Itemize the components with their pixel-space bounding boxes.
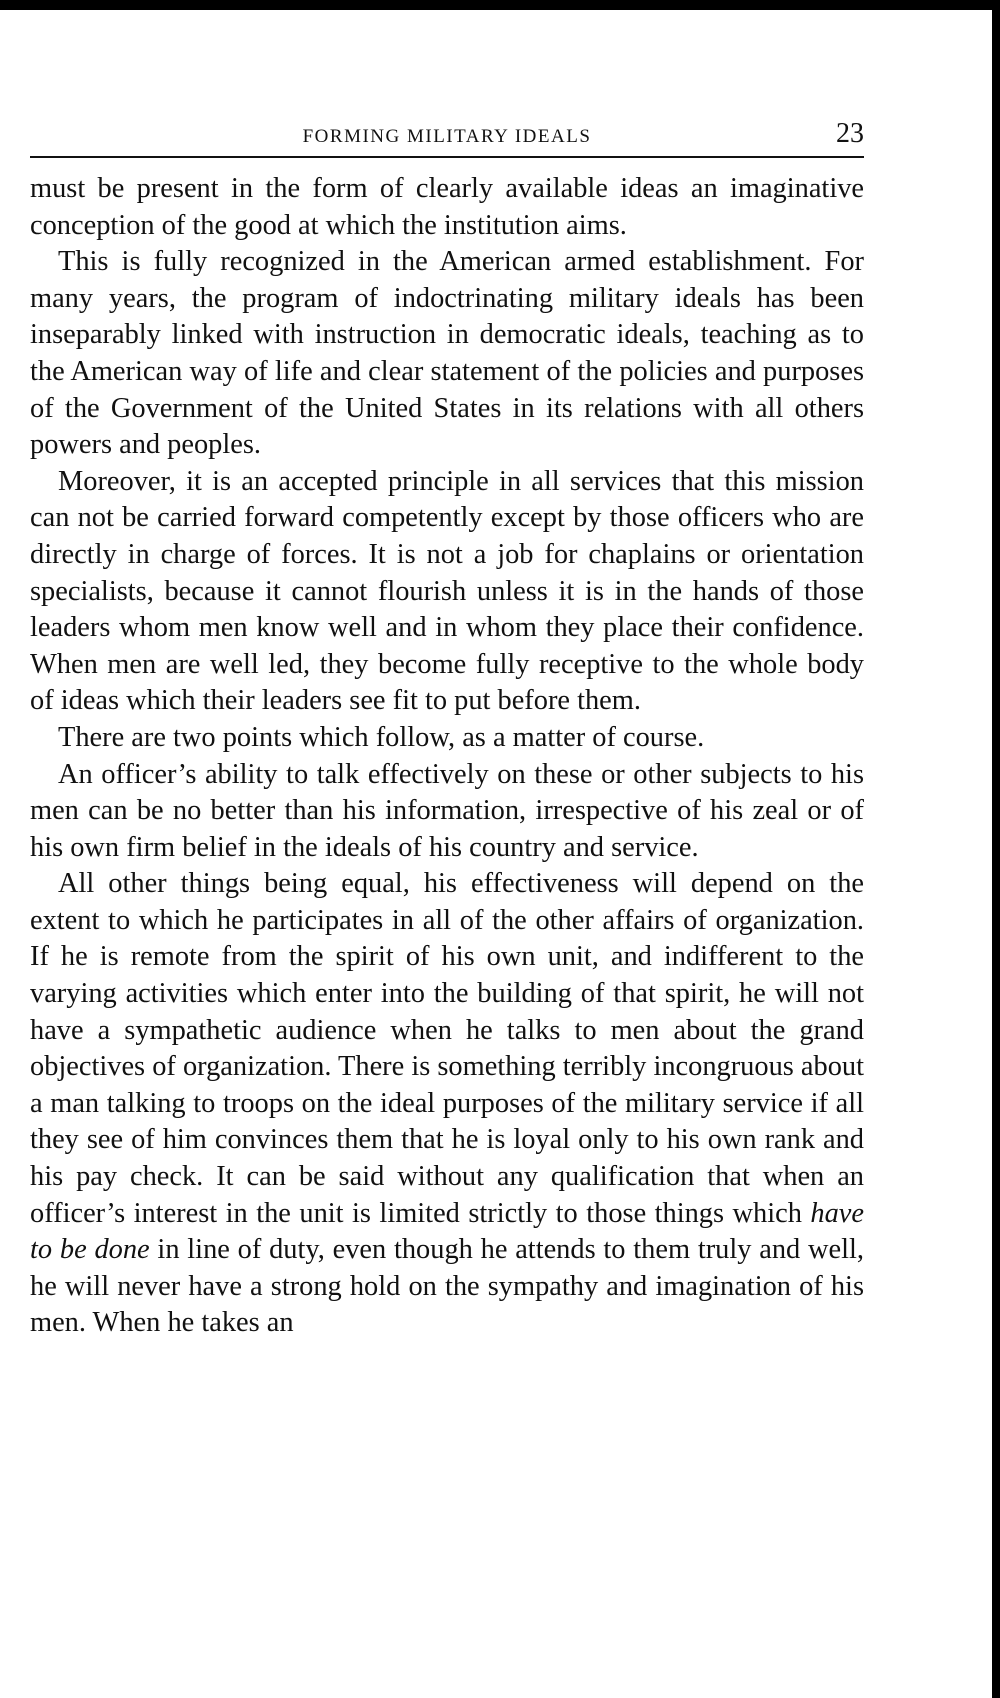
book-page <box>30 118 864 1342</box>
body-text <box>30 171 864 1342</box>
page-right-border <box>992 0 1000 1698</box>
emphasis-have-to-be-done: have to be done <box>30 1197 864 1266</box>
paragraph-accepted-principle: Moreover, it is an accepted principle in all services that this mission can not be carried forward competently except by those officers who are directly in charge of forces. It is not a job for chaplains or orientation specialists, because it cannot flourish unless it is in the hands of those leaders whom men know well and in whom they place their confidence. When men are well led, they become fully receptive to the whole body of ideas which their leaders see fit to put before them. <box>30 465 864 717</box>
paragraph-two-points: There are two points which follow, as a matter of course. <box>58 721 705 753</box>
running-title: FORMING MILITARY IDEALS <box>302 126 592 147</box>
paragraph-effectiveness-text: All other things being equal, his effectiveness will depend on the extent to which he participates in all of the other affairs of organization. If he is remote from the spirit of his own unit, and indifferent to the varying activities which enter into the building of that spirit, he will not have a sympathetic audience when he talks to men about the grand objectives of organization. There is something terribly incongruous about a man talking to troops on the ideal purposes of the military service if all they see of him convinces them that he is loyal only to his own rank and his pay check. It can be said without any qualification that when an officer’s interest in the unit is limited strictly to those things which <box>30 868 864 1229</box>
page-top-border <box>0 0 1000 10</box>
paragraph-officer-ability: An officer’s ability to talk effectively on these or other subjects to his men can be no better than his information, irrespective of his zeal or of his own firm belief in the ideals of his country and service. <box>30 758 864 863</box>
paragraph-effectiveness <box>30 866 864 1342</box>
page-number: 23 <box>836 118 864 149</box>
paragraph-effectiveness-text-end: in line of duty, even though he attends to them truly and well, he will never have a strong hold on the sympathy and imagination of his men. When he takes an <box>30 1234 864 1339</box>
paragraph-continued: must be present in the form of clearly available ideas an imaginative conception of the good at which the institution aims. <box>30 173 864 241</box>
running-header <box>30 118 864 158</box>
paragraph-american-establishment: This is fully recognized in the American armed establishment. For many years, the program of indoctrinating military ideals has been inseparably linked with instruction in democratic ideals, teaching as to the American way of life and clear statement of the policies and purposes of the Government of the United States in its relations with all others powers and peoples. <box>30 246 864 461</box>
